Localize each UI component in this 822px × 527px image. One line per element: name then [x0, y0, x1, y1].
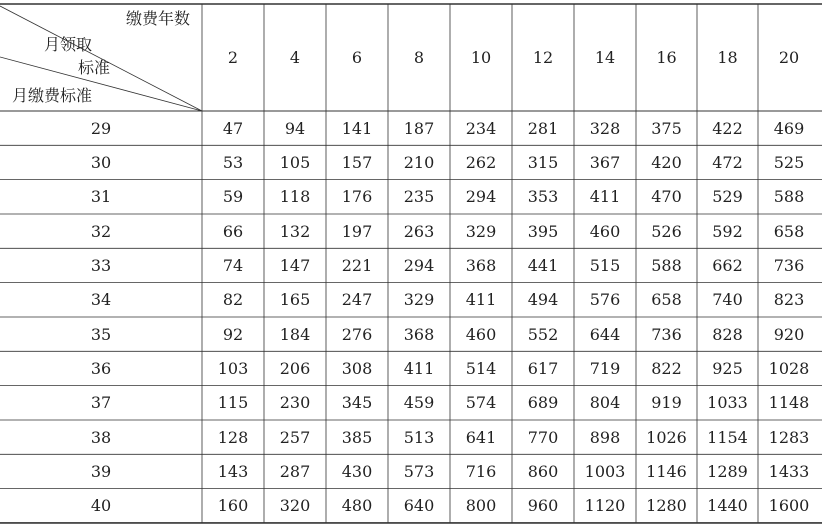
table-cell: 82 — [222, 290, 244, 310]
table-cell: 420 — [651, 152, 682, 172]
table-cell: 1033 — [707, 393, 748, 413]
table-cell: 411 — [403, 358, 435, 378]
table-cell: 515 — [589, 255, 621, 275]
table-cell: 1028 — [768, 358, 810, 378]
table-cell: 1600 — [768, 496, 810, 516]
table-cell: 860 — [527, 461, 559, 481]
table-cell: 470 — [651, 187, 682, 207]
table-cell: 480 — [341, 496, 373, 516]
column-header-years-4: 4 — [289, 48, 301, 67]
table-cell: 716 — [465, 461, 497, 481]
table-cell: 658 — [651, 290, 682, 310]
table-cell: 59 — [222, 187, 244, 207]
table-cell: 1146 — [646, 461, 687, 481]
table-cell: 662 — [712, 255, 743, 275]
table-cell: 592 — [712, 221, 743, 241]
corner-label-payment-years: 缴费年数 — [126, 9, 191, 28]
table-cell: 576 — [589, 290, 621, 310]
table-cell: 658 — [773, 221, 805, 241]
table-cell: 526 — [651, 221, 682, 241]
table-cell: 132 — [279, 221, 311, 241]
corner-label-monthly-receive-line1: 月领取 — [44, 35, 93, 54]
table-cell: 103 — [217, 358, 249, 378]
table-cell: 1440 — [707, 496, 748, 516]
corner-label-monthly-receive-line2: 标准 — [78, 58, 111, 77]
table-cell: 385 — [341, 427, 373, 447]
column-header-years-16: 16 — [656, 48, 677, 67]
table-cell: 514 — [465, 358, 497, 378]
table-cell: 147 — [279, 255, 311, 275]
row-label-payment-35: 35 — [90, 324, 112, 344]
table-cell: 925 — [712, 358, 743, 378]
table-cell: 328 — [589, 118, 621, 138]
table-cell: 644 — [589, 324, 621, 344]
table-cell: 262 — [465, 152, 497, 172]
table-cell: 395 — [527, 221, 559, 241]
table-cell: 165 — [279, 290, 311, 310]
table-cell: 689 — [527, 393, 559, 413]
table-cell: 368 — [465, 255, 497, 275]
column-header-years-20: 20 — [778, 48, 800, 67]
table-cell: 828 — [712, 324, 743, 344]
table-cell: 184 — [279, 324, 311, 344]
table-cell: 210 — [403, 152, 435, 172]
table-cell: 263 — [403, 221, 435, 241]
table-cell: 329 — [403, 290, 435, 310]
table-cell: 141 — [341, 118, 373, 138]
row-label-payment-38: 38 — [90, 427, 112, 447]
table-cell: 66 — [222, 221, 244, 241]
table-cell: 960 — [527, 496, 559, 516]
table-cell: 234 — [465, 118, 497, 138]
table-cell: 74 — [222, 255, 244, 275]
table-cell: 1433 — [768, 461, 810, 481]
table-cell: 472 — [712, 152, 743, 172]
row-label-payment-37: 37 — [90, 393, 112, 413]
table-cell: 247 — [341, 290, 373, 310]
table-cell: 206 — [279, 358, 311, 378]
row-label-payment-39: 39 — [90, 461, 112, 481]
table-cell: 157 — [341, 152, 373, 172]
table-cell: 469 — [773, 118, 805, 138]
table-cell: 919 — [651, 393, 682, 413]
table-cell: 128 — [217, 427, 249, 447]
table-cell: 411 — [465, 290, 497, 310]
table-cell: 230 — [279, 393, 311, 413]
table-cell: 345 — [341, 393, 373, 413]
table-cell: 143 — [217, 461, 249, 481]
table-cell: 525 — [773, 152, 805, 172]
table-cell: 460 — [465, 324, 497, 344]
table-cell: 235 — [403, 187, 435, 207]
table-cell: 294 — [403, 255, 435, 275]
column-header-years-12: 12 — [532, 48, 554, 67]
table-cell: 257 — [279, 427, 311, 447]
table-cell: 94 — [284, 118, 306, 138]
table-cell: 197 — [341, 221, 373, 241]
column-header-years-2: 2 — [227, 48, 239, 67]
table-cell: 736 — [773, 255, 805, 275]
table-cell: 441 — [527, 255, 559, 275]
table-cell: 375 — [651, 118, 682, 138]
table-cell: 115 — [217, 393, 249, 413]
table-cell: 1289 — [707, 461, 748, 481]
table-cell: 460 — [589, 221, 621, 241]
table-cell: 422 — [712, 118, 743, 138]
table-cell: 221 — [341, 255, 373, 275]
table-cell: 53 — [222, 152, 244, 172]
table-cell: 494 — [527, 290, 559, 310]
table-cell: 294 — [465, 187, 497, 207]
row-label-payment-34: 34 — [90, 290, 112, 310]
row-label-payment-40: 40 — [90, 496, 112, 516]
table-cell: 176 — [341, 187, 373, 207]
table-cell: 1148 — [768, 393, 810, 413]
table-cell: 287 — [279, 461, 311, 481]
table-cell: 118 — [279, 187, 311, 207]
table-cell: 804 — [589, 393, 621, 413]
table-cell: 353 — [527, 187, 559, 207]
column-header-years-18: 18 — [717, 48, 738, 67]
corner-label-monthly-payment: 月缴费标准 — [12, 86, 93, 105]
table-cell: 552 — [527, 324, 559, 344]
table-cell: 770 — [527, 427, 559, 447]
table-cell: 430 — [341, 461, 373, 481]
row-label-payment-30: 30 — [90, 152, 112, 172]
table-cell: 1003 — [584, 461, 626, 481]
table-cell: 160 — [217, 496, 249, 516]
row-label-payment-31: 31 — [90, 187, 112, 207]
table-cell: 1283 — [768, 427, 810, 447]
column-header-years-10: 10 — [470, 48, 492, 67]
column-header-years-6: 6 — [351, 48, 363, 67]
table-cell: 898 — [589, 427, 621, 447]
column-header-years-14: 14 — [594, 48, 616, 67]
table-cell: 719 — [589, 358, 621, 378]
table-cell: 588 — [773, 187, 805, 207]
table-cell: 1026 — [646, 427, 687, 447]
table-cell: 574 — [465, 393, 497, 413]
table-cell: 281 — [527, 118, 559, 138]
row-label-payment-32: 32 — [90, 221, 112, 241]
table-cell: 573 — [403, 461, 435, 481]
table-cell: 513 — [403, 427, 435, 447]
table-cell: 1120 — [584, 496, 626, 516]
table-cell: 617 — [527, 358, 559, 378]
table-cell: 736 — [651, 324, 682, 344]
column-header-years-8: 8 — [413, 48, 425, 67]
table-cell: 529 — [712, 187, 743, 207]
table-cell: 640 — [403, 496, 435, 516]
table-cell: 641 — [465, 427, 497, 447]
table-cell: 320 — [279, 496, 311, 516]
table-cell: 411 — [589, 187, 621, 207]
table-cell: 308 — [341, 358, 373, 378]
table-cell: 823 — [773, 290, 805, 310]
table-cell: 276 — [341, 324, 373, 344]
row-label-payment-36: 36 — [90, 358, 112, 378]
table-cell: 92 — [222, 324, 244, 344]
table-cell: 105 — [279, 152, 311, 172]
table-cell: 1280 — [646, 496, 687, 516]
table-cell: 187 — [403, 118, 435, 138]
table-cell: 822 — [651, 358, 682, 378]
table-cell: 315 — [527, 152, 559, 172]
table-cell: 588 — [651, 255, 682, 275]
table-cell: 367 — [589, 152, 621, 172]
table-cell: 368 — [403, 324, 435, 344]
row-label-payment-33: 33 — [90, 255, 112, 275]
row-label-payment-29: 29 — [90, 118, 112, 138]
table-cell: 740 — [712, 290, 743, 310]
table-cell: 920 — [773, 324, 805, 344]
table-cell: 329 — [465, 221, 497, 241]
table-cell: 1154 — [707, 427, 748, 447]
table-cell: 47 — [222, 118, 244, 138]
table-cell: 800 — [465, 496, 497, 516]
table-cell: 459 — [403, 393, 435, 413]
